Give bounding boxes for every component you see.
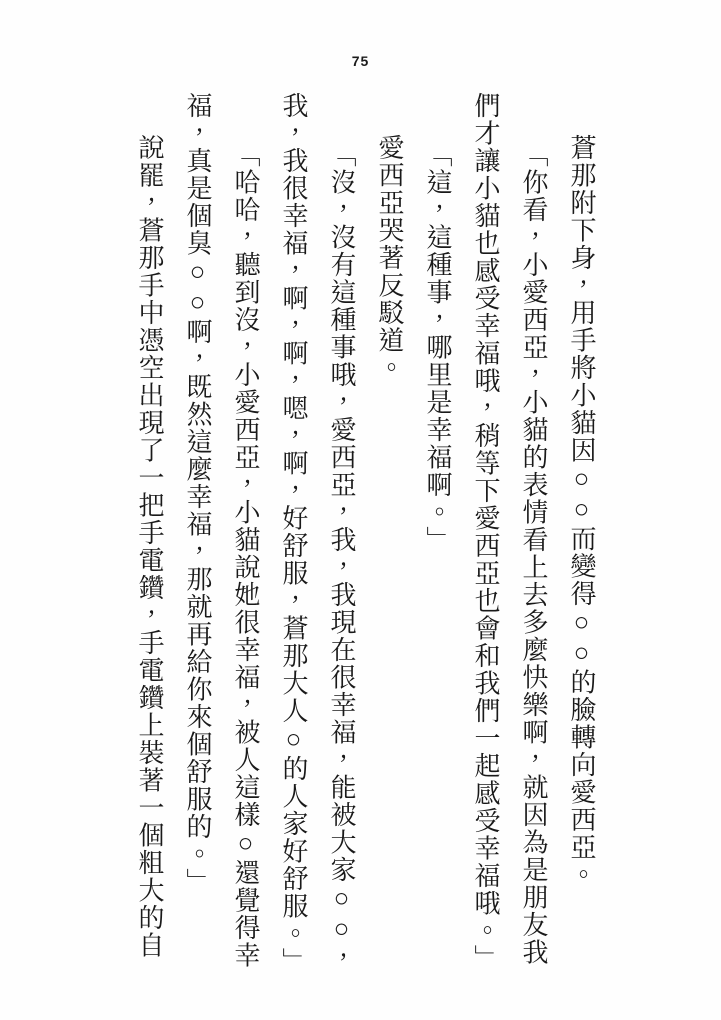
paragraph: 「你看，小愛西亞，小貓的表情看上去多麼快樂啊，就因為是朋友我們才讓小貓也感受幸福哦，稍等下愛西亞也會和我們一起感受幸福哦。」 <box>471 92 548 972</box>
page-number: 75 <box>351 53 370 69</box>
paragraph: 「這，這種事，哪里是幸福啊。」 <box>423 141 452 554</box>
paragraph: 「哈哈，聽到沒，小愛西亞，小貓說她很幸福，被人這樣○還覺得幸福，真是個臭○○啊，既然這麼幸福，那就再給你來個舒服的。」 <box>183 92 260 970</box>
page-text <box>125 92 605 980</box>
paragraph: 「沒，沒有這種事哦，愛西亞，我，我現在很幸福，能被大家○○，我，我很幸福，啊，啊，嗯，啊，好舒服，蒼那大人○的人家好舒服。」 <box>279 92 356 975</box>
paragraph: 愛西亞哭著反駁道。 <box>375 133 404 382</box>
paragraph: 蒼那附下身，用手將小貓因○○而變得○○的臉轉向愛西亞。 <box>567 133 596 889</box>
paragraph: 說罷，蒼那手中憑空出現了一把手電鑽，手電鑽上裝著一個粗大的自 <box>135 133 164 959</box>
